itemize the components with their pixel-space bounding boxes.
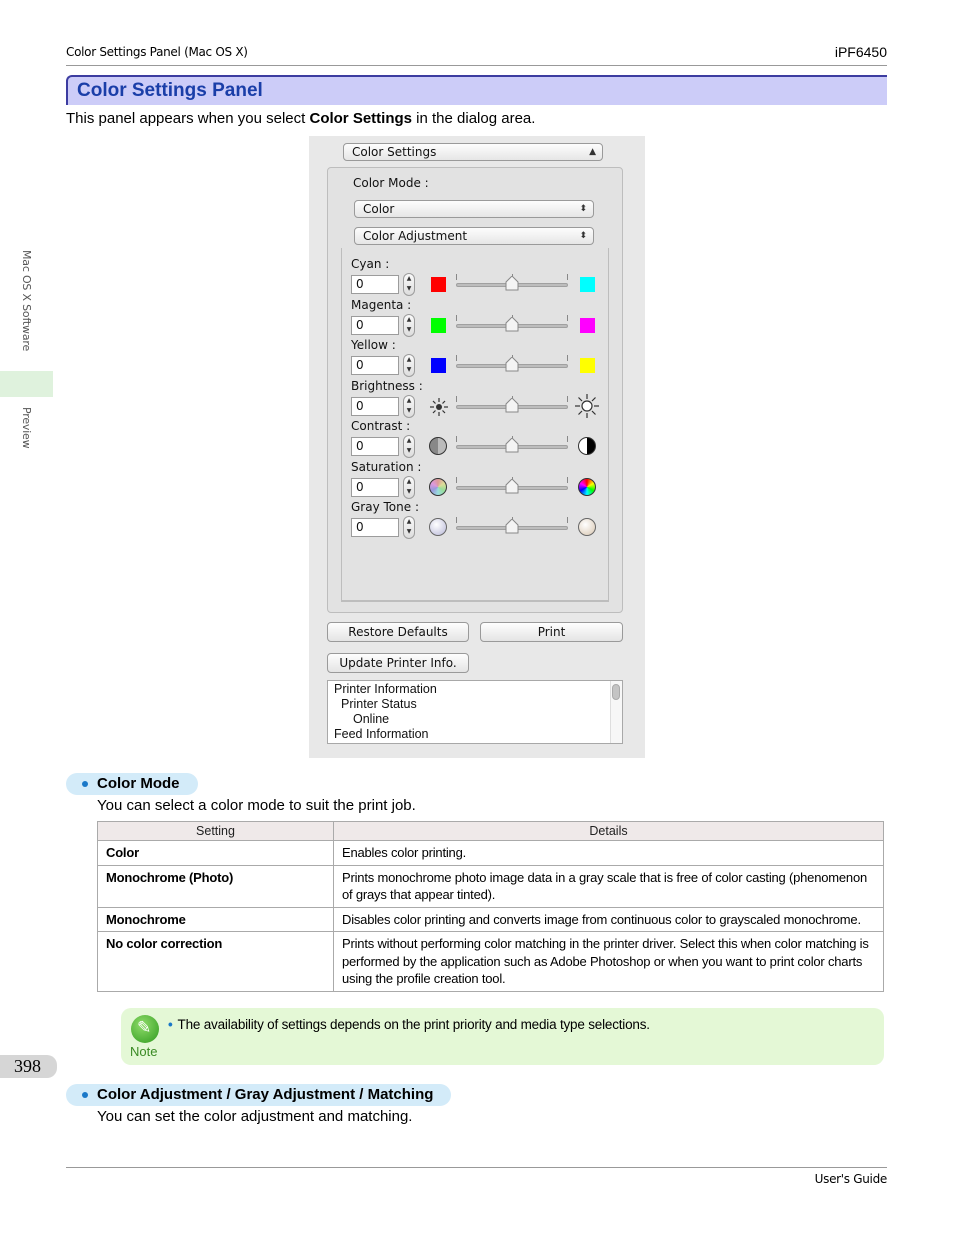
- yellow-swatch: [580, 358, 595, 373]
- high-contrast-icon: [578, 437, 596, 455]
- footer-guide: User's Guide: [814, 1172, 887, 1186]
- stepper-arrows-icon[interactable]: ▲ ▼: [403, 273, 415, 296]
- note-label: Note: [130, 1044, 158, 1059]
- stepper-arrows-icon[interactable]: ▲ ▼: [403, 314, 415, 337]
- setting-cell: Monochrome: [98, 907, 334, 932]
- table-row: [98, 932, 884, 992]
- slider-label: Saturation :: [351, 459, 422, 474]
- cyan-swatch: [580, 277, 595, 292]
- slider-thumb[interactable]: [505, 317, 519, 332]
- table-row: [98, 865, 884, 907]
- adjustment-heading-text: Color Adjustment / Gray Adjustment / Matching: [97, 1086, 434, 1103]
- warm-gray-icon: [578, 518, 596, 536]
- color-mode-description: You can select a color mode to suit the print job.: [97, 797, 416, 814]
- cool-gray-icon: [429, 518, 447, 536]
- table-row: [98, 841, 884, 866]
- side-label-upper: Mac OS X Software: [20, 250, 33, 352]
- intro-paragraph: [66, 110, 535, 127]
- slider-value-input[interactable]: 0: [351, 356, 399, 375]
- adjustment-popup[interactable]: [354, 227, 594, 245]
- details-cell: Enables color printing.: [334, 841, 884, 866]
- color-mode-label: Color Mode :: [353, 176, 429, 190]
- slider-tick: [567, 517, 568, 523]
- setting-cell: Monochrome (Photo): [98, 865, 334, 907]
- stepper-arrows-icon[interactable]: ▲ ▼: [403, 516, 415, 539]
- details-cell: Prints without performing color matching in the printer driver. Select this when color matching is performed by the application such as Adobe Photoshop or when you want to print color charts using the profile creation tool.: [334, 932, 884, 992]
- color-mode-popup[interactable]: [354, 200, 594, 218]
- section-title-bar: [66, 75, 887, 105]
- intro-text-before: This panel appears when you select: [66, 110, 310, 127]
- note-text: • The availability of settings depends on the print priority and media type selections.: [168, 1017, 650, 1032]
- slider-thumb[interactable]: [505, 276, 519, 291]
- slider-tick: [567, 315, 568, 321]
- slider-row: [328, 500, 622, 540]
- side-label-lower: Preview: [20, 407, 33, 449]
- slider-row: [328, 379, 622, 419]
- info-line: Printer Status: [341, 697, 417, 711]
- adjustment-value: Color Adjustment: [363, 229, 468, 243]
- slider-tick: [456, 477, 457, 483]
- adjustment-heading: [66, 1084, 451, 1106]
- slider-value-input[interactable]: 0: [351, 316, 399, 335]
- header-rule: [66, 65, 887, 66]
- low-contrast-icon: [429, 437, 447, 455]
- note-text-content: The availability of settings depends on the print priority and media type selections.: [177, 1017, 650, 1032]
- slider-row: [328, 257, 622, 297]
- page-number: 398: [0, 1055, 57, 1078]
- printer-info-list[interactable]: [327, 680, 623, 744]
- slider-row: [328, 419, 622, 459]
- table-row: [98, 907, 884, 932]
- setting-cell: Color: [98, 841, 334, 866]
- slider-value-input[interactable]: 0: [351, 275, 399, 294]
- adjustment-description: You can set the color adjustment and matching.: [97, 1108, 413, 1125]
- slider-label: Gray Tone :: [351, 500, 419, 514]
- color-mode-value: Color: [363, 202, 395, 216]
- slider-row: [328, 298, 622, 338]
- slider-tick: [456, 355, 457, 361]
- blue-swatch: [431, 358, 446, 373]
- color-settings-panel-screenshot: [309, 136, 645, 758]
- slider-tick: [567, 477, 568, 483]
- slider-label: Yellow :: [351, 338, 396, 352]
- slider-tick: [456, 396, 457, 402]
- color-mode-heading-text: Color Mode: [97, 775, 180, 792]
- slider-tick: [567, 274, 568, 280]
- slider-thumb[interactable]: [505, 519, 519, 534]
- slider-thumb[interactable]: [505, 357, 519, 372]
- intro-text-bold: Color Settings: [309, 110, 412, 127]
- slider-tick: [456, 517, 457, 523]
- color-mode-heading: [66, 773, 198, 795]
- slider-label: Cyan :: [351, 257, 390, 271]
- high-saturation-icon: [578, 478, 596, 496]
- slider-thumb[interactable]: [505, 438, 519, 453]
- bullet-icon: [82, 1092, 88, 1098]
- note-box: [121, 1008, 884, 1065]
- pencil-note-icon: ✎: [131, 1015, 159, 1043]
- slider-tick: [567, 396, 568, 402]
- bullet-icon: [82, 781, 88, 787]
- details-cell: Prints monochrome photo image data in a gray scale that is free of color casting (phenomenon of grays that appear tinted).: [334, 865, 884, 907]
- info-line: Online: [353, 712, 390, 726]
- red-swatch: [431, 277, 446, 292]
- slider-value-input[interactable]: 0: [351, 437, 399, 456]
- settings-group-box: [327, 167, 623, 613]
- intro-text-after: in the dialog area.: [412, 110, 536, 127]
- info-scrollbar[interactable]: [610, 681, 622, 743]
- slider-tick: [567, 355, 568, 361]
- popup-arrows-icon: ⬍: [579, 231, 587, 241]
- slider-label: Brightness :: [351, 378, 423, 393]
- info-line: Feed Information: [334, 727, 429, 741]
- slider-label: Contrast :: [351, 419, 411, 433]
- low-saturation-icon: [429, 478, 447, 496]
- print-button[interactable]: Print: [480, 622, 623, 642]
- header-section-title: Color Settings Panel (Mac OS X): [66, 45, 248, 59]
- table-header-details: Details: [334, 822, 884, 841]
- dim-sun-icon: [429, 397, 449, 420]
- slider-tick: [456, 274, 457, 280]
- slider-label: Magenta :: [351, 297, 412, 312]
- stepper-arrows-icon[interactable]: ▲ ▼: [403, 435, 415, 458]
- stepper-arrows-icon[interactable]: ▲ ▼: [403, 395, 415, 418]
- green-swatch: [431, 318, 446, 333]
- slider-value-input[interactable]: 0: [351, 397, 399, 416]
- footer-rule: [66, 1167, 887, 1168]
- slider-tick: [456, 436, 457, 442]
- color-mode-table: [97, 821, 884, 992]
- update-printer-info-button[interactable]: Update Printer Info.: [327, 653, 469, 673]
- header-model: iPF6450: [834, 44, 887, 60]
- slider-thumb[interactable]: [505, 479, 519, 494]
- info-scroll-thumb[interactable]: [612, 684, 620, 700]
- slider-tick: [567, 436, 568, 442]
- slider-thumb[interactable]: [505, 398, 519, 413]
- setting-cell: No color correction: [98, 932, 334, 992]
- slider-tick: [456, 315, 457, 321]
- magenta-swatch: [580, 318, 595, 333]
- info-line: Printer Information: [334, 682, 437, 696]
- details-cell: Disables color printing and converts image from continuous color to grayscaled monochrome.: [334, 907, 884, 932]
- panel-selector-label: Color Settings: [352, 145, 437, 159]
- panel-selector-popup[interactable]: [343, 143, 603, 161]
- slider-row: [328, 460, 622, 500]
- slider-value-input[interactable]: 0: [351, 518, 399, 537]
- slider-value-input[interactable]: 0: [351, 478, 399, 497]
- slider-row: [328, 338, 622, 378]
- stepper-arrows-icon[interactable]: ▲ ▼: [403, 354, 415, 377]
- side-index-tab: [0, 371, 53, 397]
- popup-arrows-icon: ▲: [589, 147, 596, 157]
- restore-defaults-button[interactable]: Restore Defaults: [327, 622, 469, 642]
- stepper-arrows-icon[interactable]: ▲ ▼: [403, 476, 415, 499]
- popup-arrows-icon: ⬍: [579, 204, 587, 214]
- section-title: Color Settings Panel: [77, 80, 263, 101]
- bright-sun-icon: [575, 394, 599, 421]
- table-header-setting: Setting: [98, 822, 334, 841]
